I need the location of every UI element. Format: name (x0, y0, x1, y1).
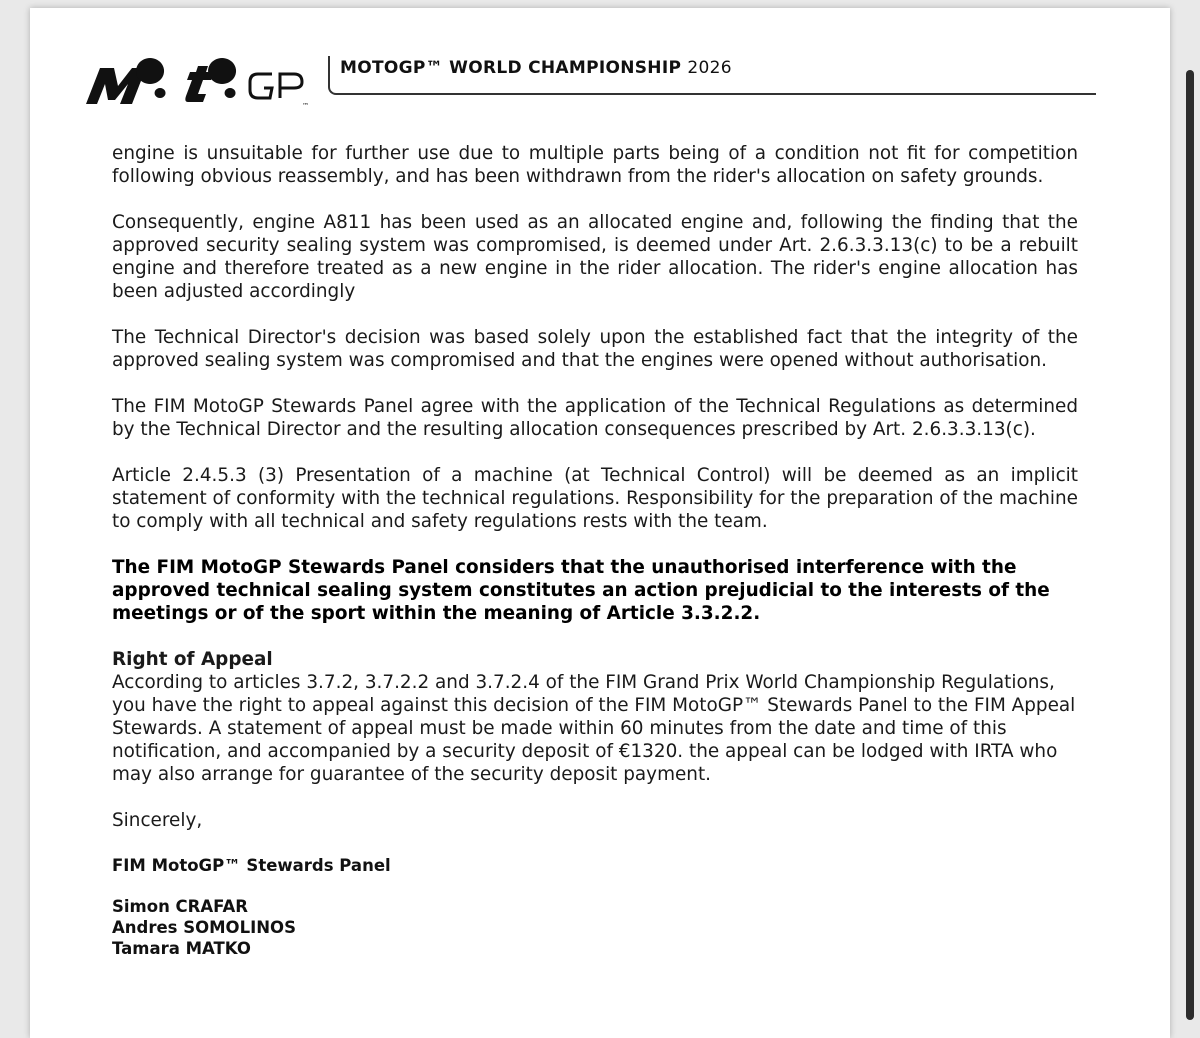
header-title-main: MOTOGP™ WORLD CHAMPIONSHIP (340, 58, 682, 78)
paragraph-article-2453: Article 2.4.5.3 (3) Presentation of a machine (at Technical Control) will be deemed as an implicit statement of conformity with the technical regulations. Responsibility for the preparation of the machine to comply with all technical and safety regulations rests with the team. (112, 465, 1078, 532)
paragraph-stewards-consider: The FIM MotoGP Stewards Panel considers that the unauthorised interference with the approved technical sealing system constitutes an action prejudicial to the interests of the meetings or of the sport within the meaning of Article 3.3.2.2. (112, 557, 1050, 624)
paragraph-engine-a811: Consequently, engine A811 has been used as an allocated engine and, following the finding that the approved security sealing system was compromised, is deemed under Art. 2.6.3.3.13(c) to be a rebuilt engine and therefore treated as a new engine in the rider allocation. The rider's engine allocation has been adjusted accordingly (112, 212, 1078, 302)
paragraph-engine-unsuitable: engine is unsuitable for further use due to multiple parts being of a condition not fit for competition following obvious reassembly, and has been withdrawn from the rider's allocation on safety grounds. (112, 143, 1078, 187)
motogp-logo (80, 54, 315, 110)
document-page (30, 8, 1170, 1038)
header-title-year: 2026 (687, 58, 732, 78)
vertical-scrollbar[interactable] (1186, 70, 1194, 1020)
signature-block (112, 855, 1078, 959)
header-title (340, 58, 732, 78)
document-body (112, 142, 1078, 959)
paragraph-stewards-agree: The FIM MotoGP Stewards Panel agree with the application of the Technical Regulations as determined by the Technical Director and the resulting allocation consequences prescribed by Art. 2.6.3.3.13(c). (112, 396, 1078, 440)
closing-text: Sincerely, (112, 810, 203, 831)
appeal-text: According to articles 3.7.2, 3.7.2.2 and 3.7.2.4 of the FIM Grand Prix World Championship Regulations, you have the right to appeal against this decision of the FIM MotoGP™ Stewards Panel to the FIM Appeal Stewards. A statement of appeal must be made within 60 minutes from the date and time of this notification, and accompanied by a security deposit of €1320. the appeal can be lodged with IRTA who may also arrange for guarantee of the security deposit payment. (112, 672, 1076, 785)
signature-names (112, 896, 1078, 959)
signature-name: Tamara MATKO (112, 939, 251, 958)
signature-name: Simon CRAFAR (112, 897, 248, 916)
signature-name: Andres SOMOLINOS (112, 918, 296, 937)
appeal-section (112, 648, 1078, 786)
svg-text:™: ™ (302, 102, 309, 110)
signature-panel: FIM MotoGP™ Stewards Panel (112, 856, 391, 875)
appeal-heading: Right of Appeal (112, 649, 273, 670)
paragraph-technical-director: The Technical Director's decision was based solely upon the established fact that the integrity of the approved sealing system was compromised and that the engines were opened without authorisation. (112, 327, 1078, 371)
